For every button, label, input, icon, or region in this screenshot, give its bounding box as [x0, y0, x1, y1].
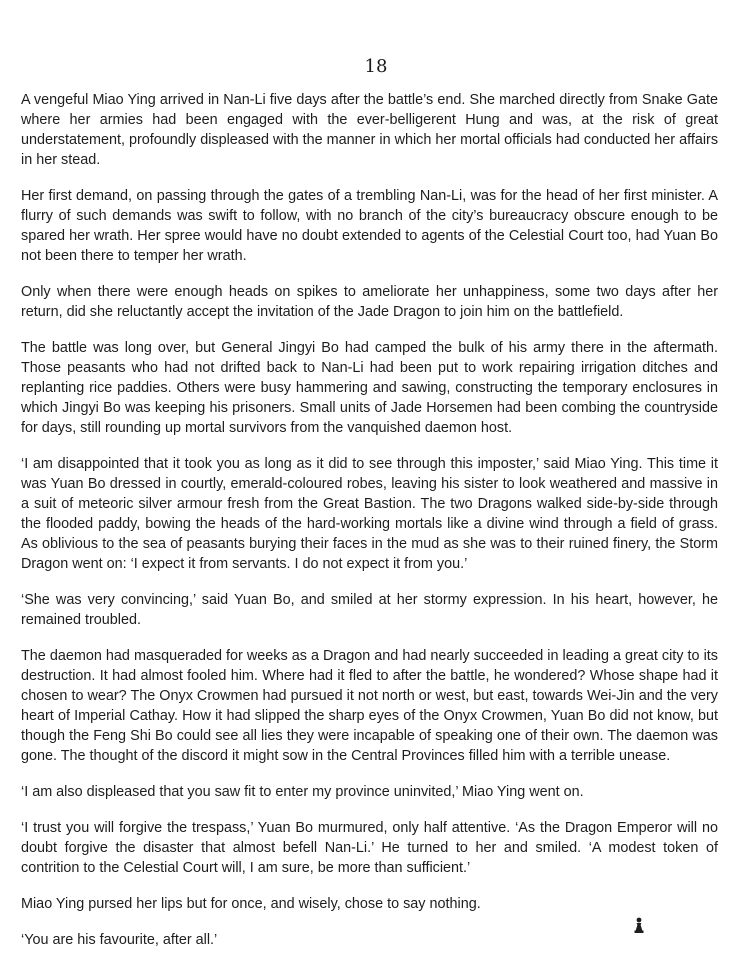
paragraph: Only when there were enough heads on spikes to ameliorate her unhappiness, some two days after her return, did she reluctantly accept the invitation of the Jade Dragon to join him on the battlefield.	[21, 284, 718, 320]
page-number: 18	[364, 56, 388, 77]
paragraph: ‘I am disappointed that it took you as long as it did to see through this imposter,’ said Miao Ying. This time it was Yuan Bo dressed in courtly, emerald-coloured robes, leaving his sister to look weathered and massive in a suit of meteoric silver armour fresh from the Great Bastion. The two Dragons walked side-by-side through the flooded paddy, bowing the heads of the hard-working mortals like a divine wind through a field of grass. As oblivious to the sea of peasants burying their faces in the mud as she was to their ruined finery, the Storm Dragon went on: ‘I expect it from servants. I do not expect it from you.’	[21, 456, 718, 572]
paragraph: ‘I trust you will forgive the trespass,’ Yuan Bo murmured, only half attentive. ‘As the Dragon Emperor will no doubt forgive the disaster that almost befell Nan-Li.’ He turned to her and smiled. ‘A modest token of contrition to the Celestial Court will, I am sure, be more than sufficient.’	[21, 820, 718, 876]
chess-pawn-icon	[633, 917, 645, 933]
paragraph: Her first demand, on passing through the gates of a trembling Nan-Li, was for the head of her first minister. A flurry of such demands was swift to follow, with no branch of the city’s bureaucracy obscure enough to be spared her wrath. Her spree would have no doubt extended to agents of the Celestial Court too, had Yuan Bo not been there to temper her wrath.	[21, 188, 718, 264]
paragraph: The daemon had masqueraded for weeks as a Dragon and had nearly succeeded in leading a great city to its destruction. It had almost fooled him. Where had it fled to after the battle, he wondered? Whose shape had it chosen to wear? The Onyx Crowmen had pursued it not north or west, but east, towards Wei-Jin and the very heart of Imperial Cathay. How it had slipped the sharp eyes of the Onyx Crowmen, Yuan Bo did not know, but though the Feng Shi Bo could see all lies they were incapable of speaking one of their own. The daemon was gone. The thought of the discord it might sow in the Central Provinces filled him with a terrible unease.	[21, 648, 718, 764]
paragraph: ‘She was very convincing,’ said Yuan Bo, and smiled at her stormy expression. In his heart, however, he remained troubled.	[21, 592, 718, 628]
paragraph: ‘You are his favourite, after all.’	[21, 932, 218, 948]
body-text	[21, 90, 718, 966]
paragraph: The battle was long over, but General Jingyi Bo had camped the bulk of his army there in the aftermath. Those peasants who had not drifted back to Nan-Li had been put to work repairing irrigation ditches and replanting rice paddies. Others were busy hammering and sawing, constructing the temporary enclosures in which Jingyi Bo was keeping his prisoners. Small units of Jade Horsemen had been combing the countryside for days, still rounding up mortal survivors from the vanquished daemon host.	[21, 340, 718, 436]
paragraph: A vengeful Miao Ying arrived in Nan-Li five days after the battle’s end. She marched directly from Snake Gate where her armies had been engaged with the ever-belligerent Hung and was, at the risk of great understatement, profoundly displeased with the manner in which her mortal officials had conducted her affairs in her stead.	[21, 92, 719, 168]
paragraph: ‘I am also displeased that you saw fit to enter my province uninvited,’ Miao Ying went on.	[21, 784, 584, 800]
paragraph: Miao Ying pursed her lips but for once, and wisely, chose to say nothing.	[21, 896, 481, 912]
